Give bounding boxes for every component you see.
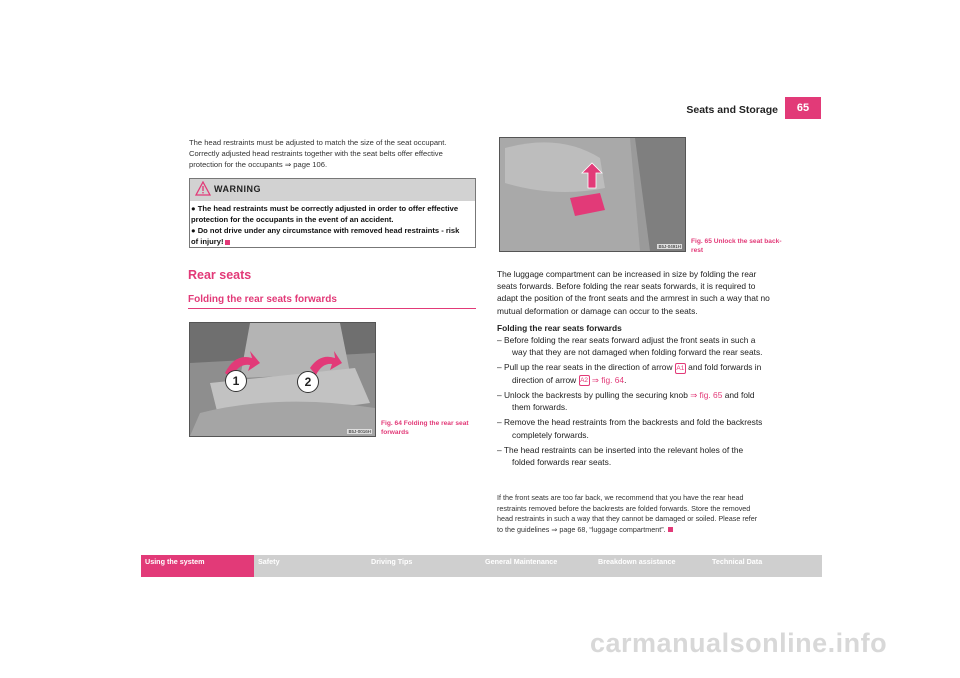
intro-text: [189, 137, 447, 171]
arrow-label-2: 2: [297, 371, 319, 393]
figure-code: B5J-0016H: [348, 429, 371, 434]
intro-line: protection for the occupants ⇒ page 106.: [189, 160, 328, 170]
warning-item: ● Do not drive under any circumstance with removed head restraints - risk: [191, 226, 460, 235]
page-number: 65: [785, 97, 821, 119]
figure-64-image: [189, 322, 376, 437]
note-text: If the front seats are too far back, we recommend that you have the rear head restraints removed before the backrests are folded forwards. Store the removed head restraints in such a way that they cannot be damaged or soiled. Please refer to the guidelines ⇒ page 68, “luggage compartment”.: [497, 493, 758, 534]
warning-title: WARNING: [214, 184, 261, 194]
intro-line: Correctly adjusted head restraints together with the seat belts offer effective: [189, 149, 443, 159]
fig-65-link[interactable]: ⇒ fig. 65: [690, 389, 723, 400]
step-item: – Unlock the backrests by pulling the securing knob ⇒ fig. 65 and fold: [497, 389, 755, 400]
step-item: – Pull up the rear seats in the direction of arrow A1 and fold forwards in: [497, 362, 762, 373]
subsection-rule: [188, 308, 476, 309]
section-title: Rear seats: [188, 268, 252, 282]
figure-65-caption: Fig. 65 Unlock the seat back- rest: [691, 238, 782, 254]
steps-title: Folding the rear seats forwards: [497, 322, 622, 333]
bullet-icon: ●: [191, 204, 198, 213]
step-item: – The head restraints can be inserted into the relevant holes of the: [497, 444, 744, 455]
step-item: – Remove the head restraints from the backrests and fold the backrests: [497, 417, 763, 428]
warning-content: [191, 203, 474, 247]
tab-general-maintenance[interactable]: General Maintenance: [485, 557, 558, 566]
tab-breakdown-assistance[interactable]: Breakdown assistance: [598, 557, 676, 566]
footer-nav: [141, 555, 822, 577]
section-header-title: Seats and Storage: [686, 104, 778, 116]
rear-seat-illustration: [190, 323, 375, 436]
tab-using-the-system[interactable]: Using the system: [141, 555, 254, 577]
intro-line: The head restraints must be adjusted to match the size of the seat occupant.: [189, 138, 447, 147]
bullet-icon: ●: [191, 226, 198, 235]
warning-triangle-icon: [195, 181, 211, 196]
subsection-title: Folding the rear seats forwards: [188, 294, 337, 305]
watermark: carmanualsonline.info: [590, 628, 888, 658]
warning-item-cont: of injury!: [191, 236, 474, 247]
tab-safety[interactable]: Safety: [258, 557, 280, 566]
arrow-ref-a1: A1: [676, 364, 685, 372]
end-square-icon: [668, 527, 673, 532]
end-square-icon: [225, 240, 230, 245]
tab-technical-data[interactable]: Technical Data: [712, 557, 763, 566]
tab-driving-tips[interactable]: Driving Tips: [371, 557, 413, 566]
figure-65-image: [499, 137, 686, 252]
figure-code: B5J-0491H: [658, 244, 681, 249]
arrow-label-1: 1: [225, 370, 247, 392]
figure-64-caption: Fig. 64 Folding the rear seat forwards: [381, 420, 469, 436]
arrow-ref-a2: A2: [580, 376, 589, 384]
body-text: The luggage compartment can be increased in size by folding the rear seats forwards. Before folding the rear seats forwards, it is required to adapt the position of the front seats and the armrest in such a way that no mutual deformation or damage can occur to the seats. Folding the rear seats forwards – Before folding the rear seats forward adjust the front seats in such a way that they are not damaged when folding forward the rear seats. – Pull up the rear seats in the direction of arrow A1 and fold forwards in direction of arrow A2 ⇒ fig. 64. – Unlock the backrests by pulling the securing knob ⇒ fig. 65 and fold them forwards. – Remove the head restraints from the backrests and fold the backrests completely forwards. – The head restraints can be inserted into the relevant holes of the folded forwards rear seats.: [497, 268, 797, 468]
warning-item-cont: protection for the occupants in the event of an accident.: [191, 215, 394, 224]
warning-item: ● The head restraints must be correctly adjusted in order to offer effective: [191, 204, 459, 213]
fig-64-link[interactable]: ⇒ fig. 64: [591, 374, 625, 385]
step-item: – Before folding the rear seats forward adjust the front seats in such a: [497, 335, 756, 346]
seat-backrest-illustration: [500, 138, 685, 251]
